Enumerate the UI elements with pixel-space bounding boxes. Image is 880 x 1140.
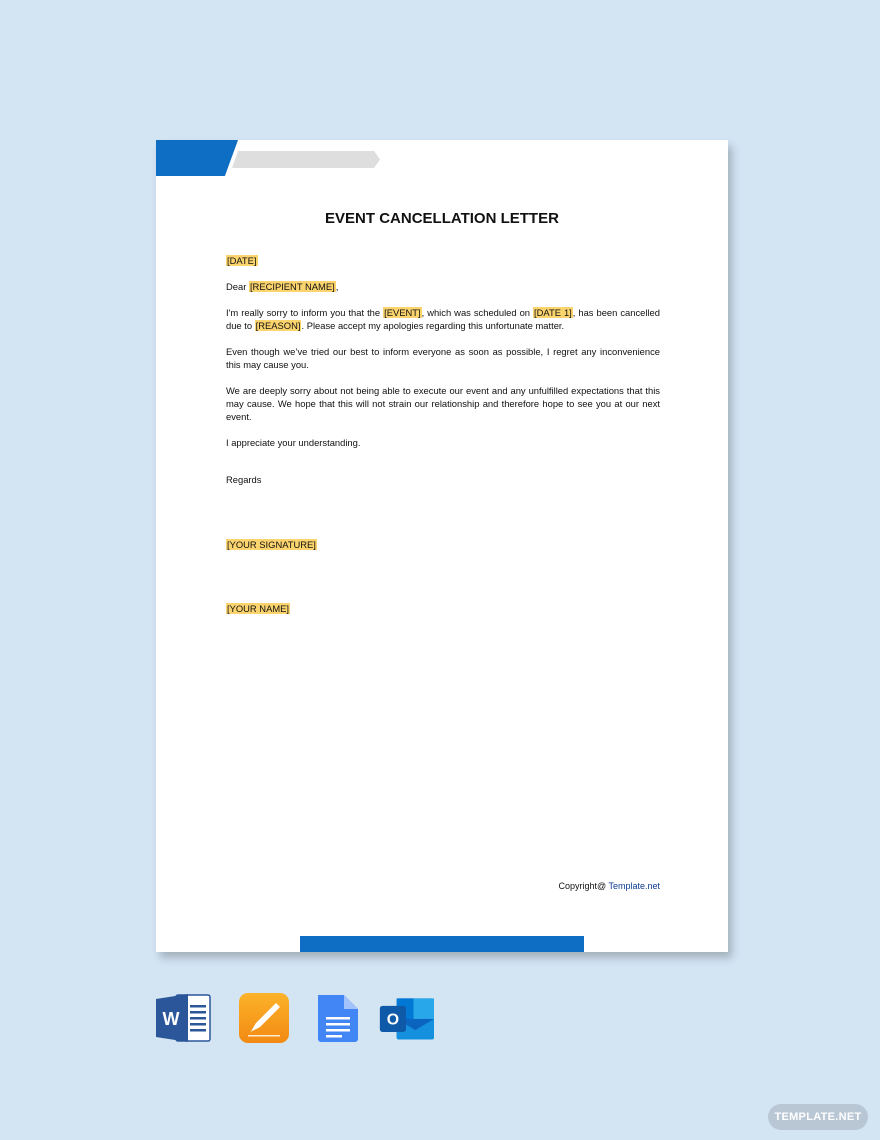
letter-title: EVENT CANCELLATION LETTER xyxy=(325,210,559,227)
header-gray-band xyxy=(232,151,380,168)
letter-body xyxy=(226,254,660,628)
google-docs-icon[interactable] xyxy=(312,993,368,1043)
event-placeholder: [EVENT] xyxy=(384,307,421,318)
outlook-icon[interactable] xyxy=(378,993,434,1043)
paragraph-2: Even though we’ve tried our best to inform everyone as soon as possible, I regret any inconvenience this may cause you. xyxy=(226,346,660,370)
word-letter: W xyxy=(162,1009,180,1029)
letter-page xyxy=(156,140,728,952)
outlook-letter: O xyxy=(386,1011,400,1029)
recipient-placeholder: [RECIPIENT NAME] xyxy=(249,281,335,292)
header-blue-band xyxy=(156,140,238,176)
copyright: Copyright@ Template.net xyxy=(558,881,660,891)
salutation: Dear [RECIPIENT NAME], xyxy=(226,281,339,292)
date-placeholder: [DATE] xyxy=(227,255,257,266)
paragraph-1: I'm really sorry to inform you that the [EVENT], which was scheduled on [DATE 1], has been cancelled due to [REASON]. Please accept my apologies regarding this unfortunate matter. xyxy=(226,307,660,331)
date1-placeholder: [DATE 1] xyxy=(534,307,572,318)
template-net-watermark: TEMPLATE.NET xyxy=(768,1104,868,1130)
paragraph-4: I appreciate your understanding. xyxy=(226,437,361,448)
reason-placeholder: [REASON] xyxy=(255,320,301,331)
paragraph-3: We are deeply sorry about not being able to execute our event and any unfulfilled expectations that this may cause. We hope that this will not strain our relationship and therefore hope to see you at our next event. xyxy=(226,385,660,422)
pages-icon[interactable] xyxy=(238,993,294,1043)
signature-placeholder: [YOUR SIGNATURE] xyxy=(227,539,316,550)
copyright-link[interactable]: Template.net xyxy=(608,881,660,891)
footer-blue-bar xyxy=(300,936,584,952)
closing: Regards xyxy=(226,474,262,485)
name-placeholder: [YOUR NAME] xyxy=(227,603,289,614)
word-icon[interactable] xyxy=(156,993,212,1043)
